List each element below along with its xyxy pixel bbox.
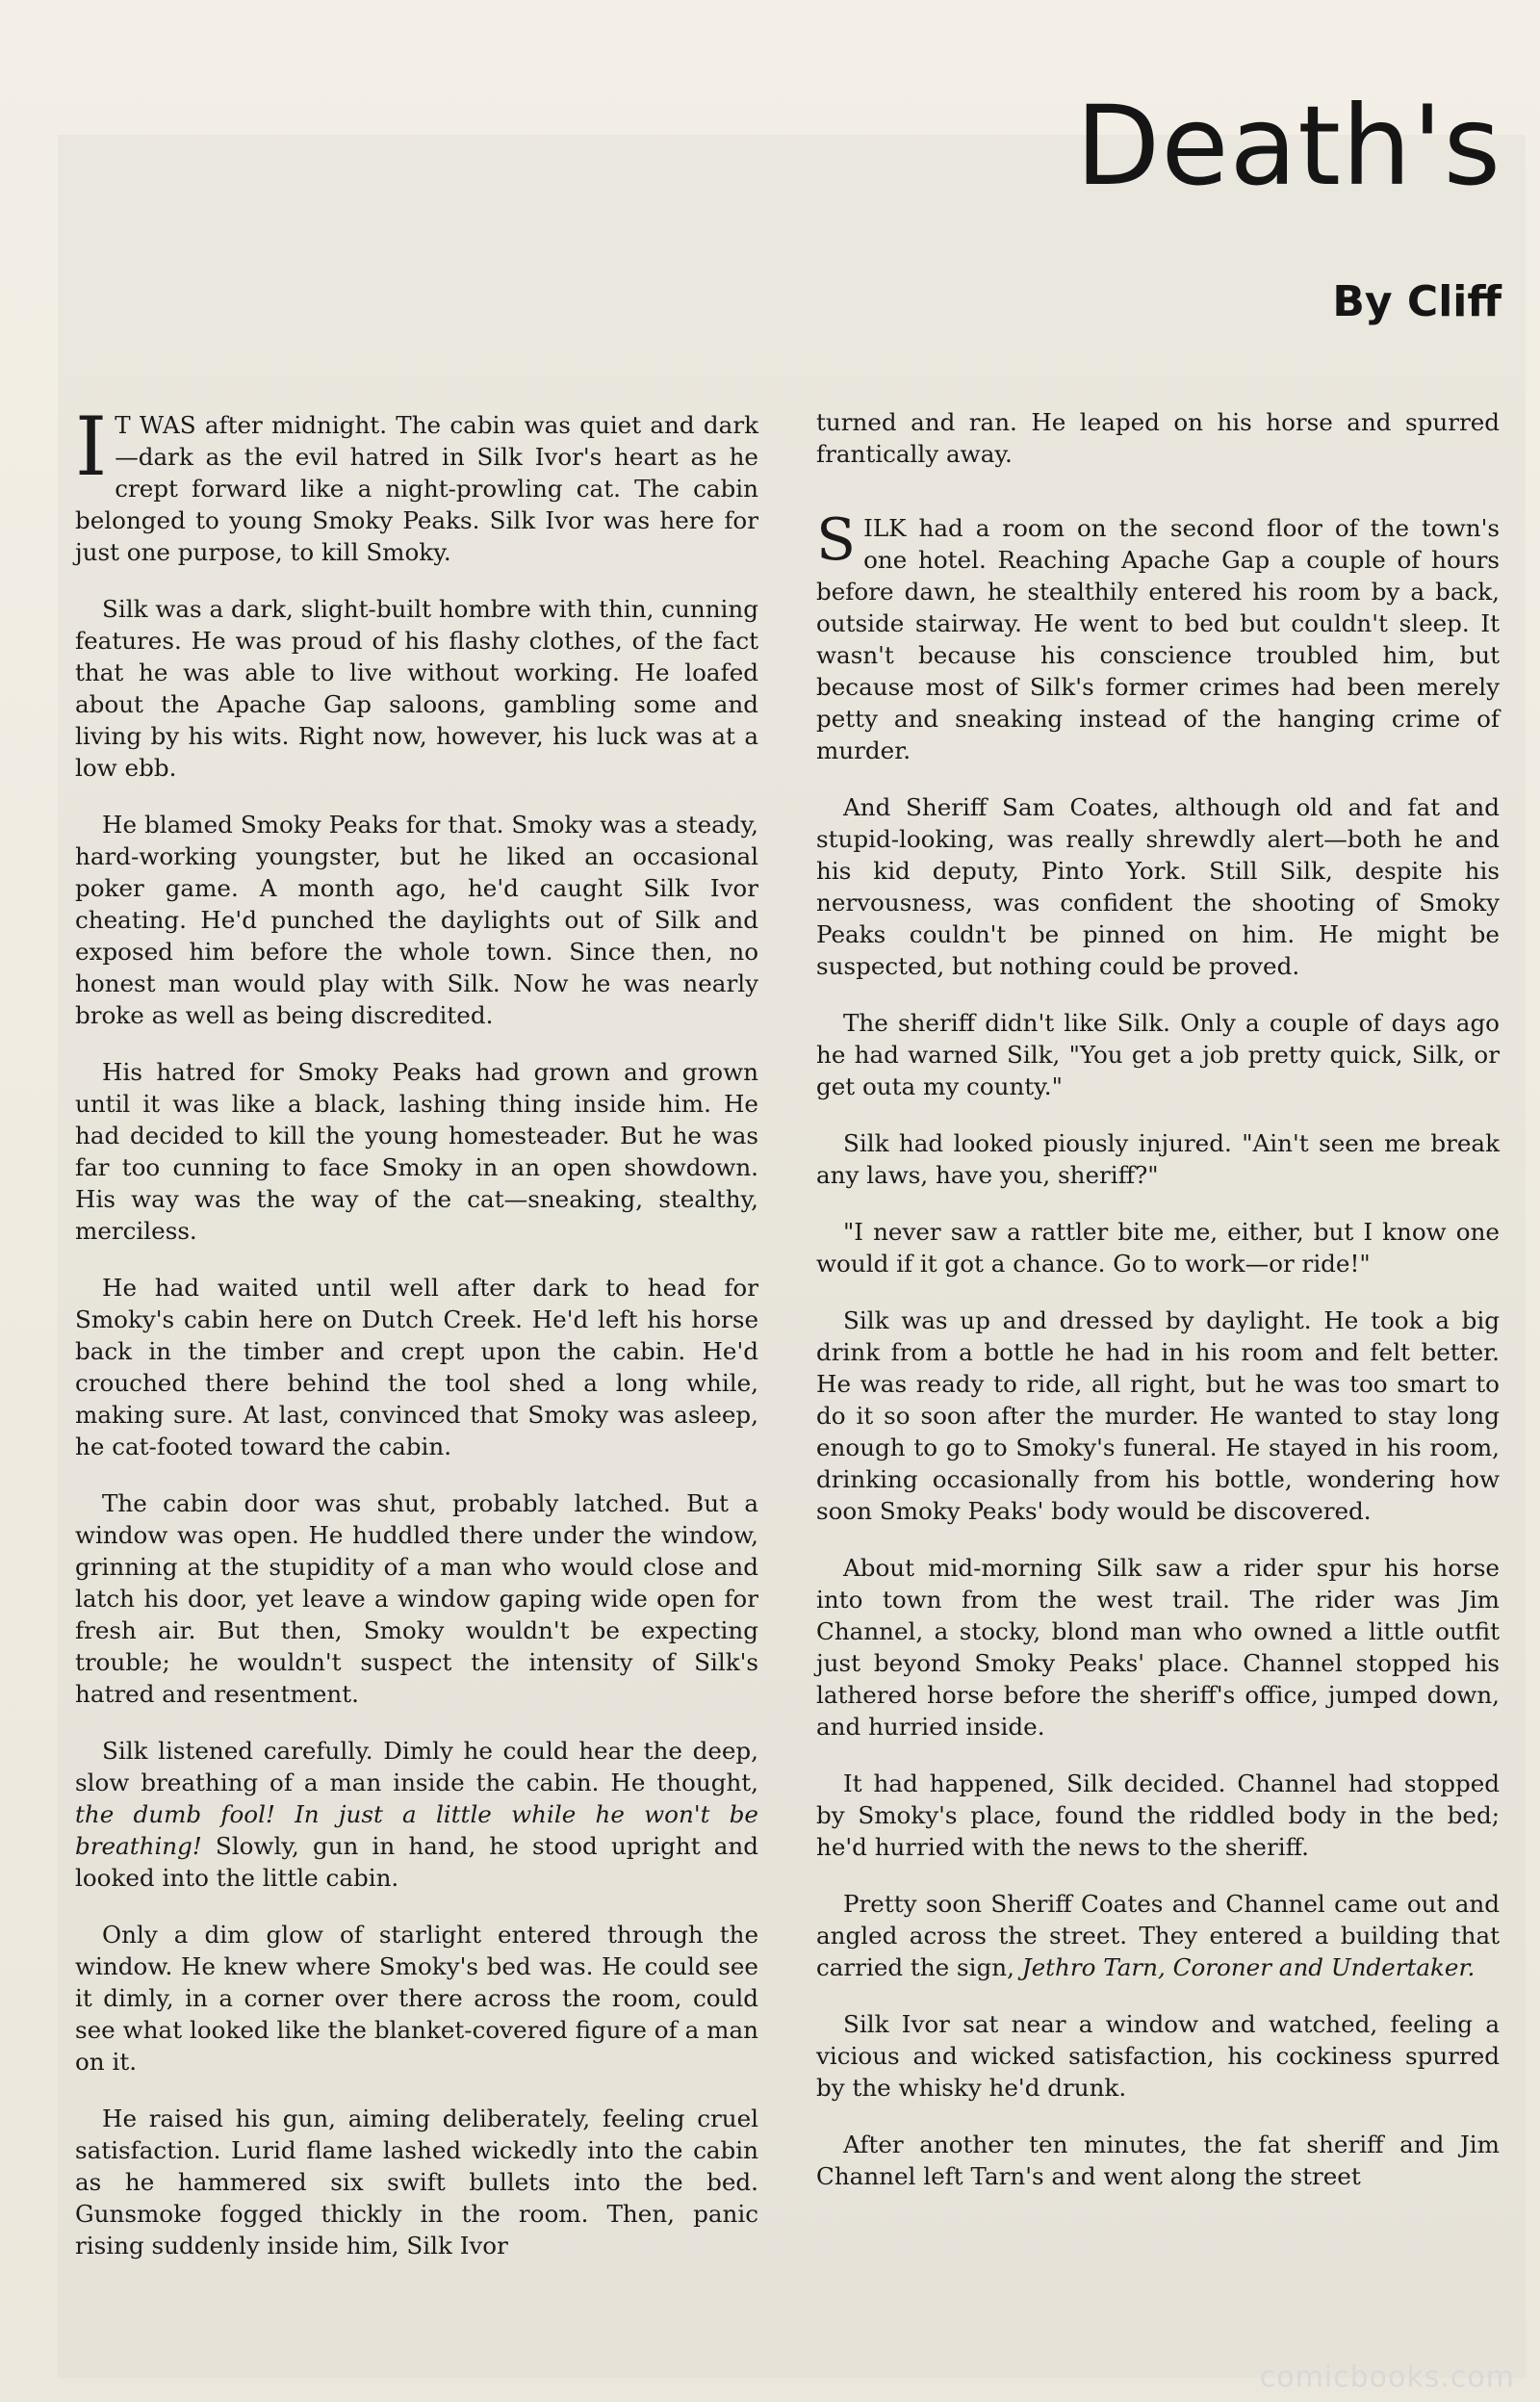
paragraph: Silk was a dark, slight-built hombre with thin, cunning features. He was proud of his flashy clothes, of the fact that he was able to live without working. He loafed about the Apache Gap saloons, gambling some and living by his wits. Right now, however, his luck was at a low ebb. [75,595,758,782]
site-watermark: comicbooks.com [1259,2361,1515,2394]
italic-sign: Jethro Tarn, Coroner and Undertaker. [1021,1953,1476,1981]
paragraph: He raised his gun, aiming deliberately, feeling cruel satisfaction. Lurid flame lashed wickedly into the cabin as he hammered six swift bullets into the bed. Gunsmoke fogged thickly in the room. Then, panic rising suddenly inside him, Silk Ivor [75,2105,758,2260]
drop-cap: I [75,400,108,494]
paragraph: The cabin door was shut, probably latched. But a window was open. He huddled there under the window, grinning at the stupidity of a man who would close and latch his door, yet leave a window gaping wide open for fresh air. But then, Smoky wouldn't be expecting trouble; he wouldn't suspect the intensity of Silk's hatred and resentment. [75,1489,758,1708]
italic-thought: the dumb fool! In just a little while he won't be breathing! [75,1800,758,1860]
paragraph: Silk Ivor sat near a window and watched, feeling a vicious and wicked satisfaction, his cockiness spurred by the whisky he'd drunk. [816,2010,1500,2102]
continued-paragraph: turned and ran. He leaped on his horse and spurred frantically away. [816,408,1500,468]
paragraph: After another ten minutes, the fat sheriff and Jim Channel left Tarn's and went along the street [816,2131,1500,2190]
right-column [816,406,1500,2217]
paragraph: Silk was up and dressed by daylight. He took a big drink from a bottle he had in his room and felt better. He was ready to ride, all right, but he was too smart to do it so soon after the murder. He wanted to stay long enough to go to Smoky's funeral. He stayed in his room, drinking occasionally from his bottle, wondering how soon Smoky Peaks' body would be discovered. [816,1306,1500,1525]
paragraph: Silk had looked piously injured. "Ain't seen me break any laws, have you, sheriff?" [816,1129,1500,1189]
opening-paragraph: I T WAS after midnight. The cabin was quiet and dark—dark as the evil hatred in Silk Ivor's heart as he crept forward like a night-prowling cat. The cabin belonged to young Smoky Peaks. Silk Ivor was here for just one purpose, to kill Smoky. [75,400,758,566]
paragraph: His hatred for Smoky Peaks had grown and grown until it was like a black, lashing thing inside him. He had decided to kill the young homesteader. But he was far too cunning to face Smoky in an open showdown. His way was the way of the cat—sneaking, stealthy, merciless. [75,1058,758,1245]
paragraph: He had waited until well after dark to head for Smoky's cabin here on Dutch Creek. He'd left his horse back in the timber and crept upon the cabin. He'd crouched there behind the tool shed a long while, making sure. At last, convinced that Smoky was asleep, he cat-footed toward the cabin. [75,1274,758,1460]
author-byline: By Cliff [1332,277,1502,326]
drop-cap: S [816,506,857,574]
paragraph: Only a dim glow of starlight entered through the window. He knew where Smoky's bed was. He could see it dimly, in a corner over there across the room, could see what looked like the blanket-covered figure of a man on it. [75,1921,758,2076]
paragraph: Pretty soon Sheriff Coates and Channel came out and angled across the street. They entered a building that carried the sign, Jethro Tarn, Coroner and Undertaker. [816,1890,1500,1981]
paragraph: The sheriff didn't like Silk. Only a couple of days ago he had warned Silk, "You get a job pretty quick, Silk, or get outa my county." [816,1009,1500,1100]
section-opening-paragraph: SILK had a room on the second floor of the town's one hotel. Reaching Apache Gap a couple of hours before dawn, he stealthily entered his room by a back, outside stairway. He went to bed but couldn't sleep. It wasn't because his conscience troubled him, but because most of Silk's former crimes had been merely petty and sneaking instead of the hanging crime of murder. [816,506,1500,764]
story-title: Death's [1075,82,1502,210]
paragraph: About mid-morning Silk saw a rider spur his horse into town from the west trail. The rider was Jim Channel, a stocky, blond man who owned a little outfit just beyond Smoky Peaks' place. Channel stopped his lathered horse before the sheriff's office, jumped down, and hurried inside. [816,1554,1500,1741]
paragraph: And Sheriff Sam Coates, although old and fat and stupid-looking, was really shrewdly alert—both he and his kid deputy, Pinto York. Still Silk, despite his nervousness, was confident the shooting of Smoky Peaks couldn't be pinned on him. He might be suspected, but nothing could be proved. [816,793,1500,980]
paragraph: Silk listened carefully. Dimly he could hear the deep, slow breathing of a man inside the cabin. He thought, the dumb fool! In just a little while he won't be breathing! Slowly, gun in hand, he stood upright and looked into the little cabin. [75,1737,758,1892]
paragraph: It had happened, Silk decided. Channel had stopped by Smoky's place, found the riddled body in the bed; he'd hurried with the news to the sheriff. [816,1769,1500,1861]
paragraph: "I never saw a rattler bite me, either, but I know one would if it got a chance. Go to work—or ride!" [816,1218,1500,1278]
paragraph: He blamed Smoky Peaks for that. Smoky was a steady, hard-working youngster, but he liked an occasional poker game. A month ago, he'd caught Silk Ivor cheating. He'd punched the daylights out of Silk and exposed him before the whole town. Since then, no honest man would play with Silk. Now he was nearly broke as well as being discredited. [75,811,758,1029]
left-column [75,400,758,2286]
